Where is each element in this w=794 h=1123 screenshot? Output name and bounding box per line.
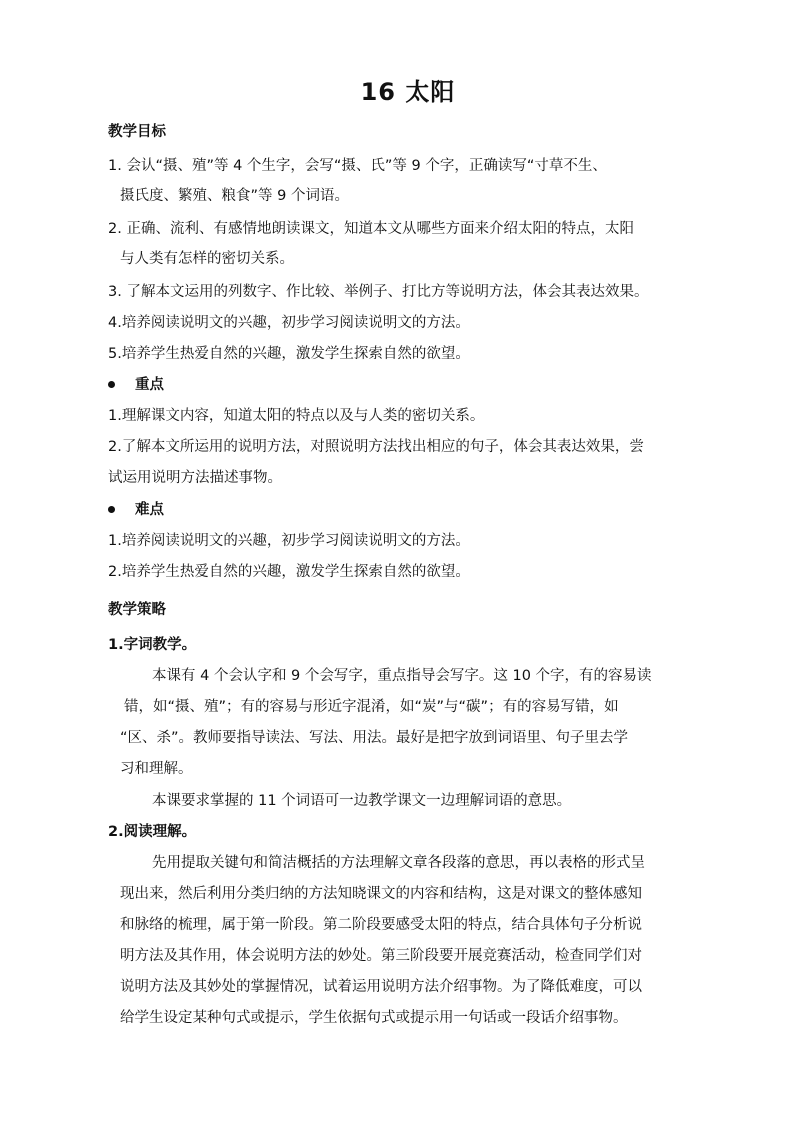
- strategy-section2-line2: 现出来，然后利用分类归纳的方法知晓课文的内容和结构，这是对课文的整体感知: [120, 886, 642, 902]
- goal-item-3: 3. 了解本文运用的列数字、作比较、举例子、打比方等说明方法，体会其表达效果。: [108, 284, 649, 300]
- strategy-section2-heading: 2.阅读理解。: [108, 824, 197, 840]
- key-point-2-line2: 试运用说明方法描述事物。: [108, 470, 282, 486]
- goal-item-5: 5.培养学生热爱自然的兴趣，激发学生探索自然的欲望。: [108, 346, 470, 362]
- goal-item-2-line1: 2. 正确、流利、有感情地朗读课文，知道本文从哪些方面来介绍太阳的特点，太阳: [108, 221, 634, 237]
- key-point-2-line1: 2.了解本文所运用的说明方法，对照说明方法找出相应的句子，体会其表达效果，尝: [108, 439, 644, 455]
- key-points-heading: 重点: [135, 377, 164, 393]
- strategy-section1-para1-line2: 错，如“摄、殖”；有的容易与形近字混淆，如“炭”与“碳”；有的容易写错，如: [124, 699, 619, 715]
- strategy-section2-line6: 给学生设定某种句式或提示，学生依据句式或提示用一句话或一段话介绍事物。: [120, 1010, 628, 1026]
- difficulty-1: 1.培养阅读说明文的兴趣，初步学习阅读说明文的方法。: [108, 533, 470, 549]
- difficulties-heading-row: [108, 500, 164, 520]
- key-point-1: 1.理解课文内容，知道太阳的特点以及与人类的密切关系。: [108, 408, 485, 424]
- strategy-section2-line1: 先用提取关键句和简洁概括的方法理解文章各段落的意思，再以表格的形式呈: [152, 855, 645, 871]
- strategy-section1-heading: 1.字词教学。: [108, 637, 197, 653]
- goal-item-2-line2: 与人类有怎样的密切关系。: [120, 251, 294, 267]
- difficulty-2: 2.培养学生热爱自然的兴趣，激发学生探索自然的欲望。: [108, 564, 470, 580]
- goals-heading: 教学目标: [108, 124, 166, 140]
- goal-item-1-line1: 1. 会认“摄、殖”等 4 个生字，会写“摄、氏”等 9 个字，正确读写“寸草不生、: [108, 158, 607, 174]
- strategy-section1-para2: 本课要求掌握的 11 个词语可一边教学课文一边理解词语的意思。: [152, 793, 572, 809]
- strategy-section1-para1-line3: “区、杀”。教师要指导读法、写法、用法。最好是把字放到词语里、句子里去学: [120, 730, 629, 746]
- page-title: 16 太阳: [360, 78, 456, 106]
- strategy-section1-para1-line4: 习和理解。: [120, 761, 193, 777]
- bullet-icon: [108, 381, 115, 388]
- goal-item-1-line2: 摄氏度、繁殖、粮食”等 9 个词语。: [120, 188, 349, 204]
- difficulties-heading: 难点: [135, 502, 164, 518]
- goal-item-4: 4.培养阅读说明文的兴趣，初步学习阅读说明文的方法。: [108, 315, 470, 331]
- bullet-icon: [108, 506, 115, 513]
- strategy-section2-line4: 明方法及其作用，体会说明方法的妙处。第三阶段要开展竞赛活动，检查同学们对: [120, 948, 642, 964]
- key-points-heading-row: [108, 375, 164, 395]
- strategy-section2-line3: 和脉络的梳理，属于第一阶段。第二阶段要感受太阳的特点，结合具体句子分析说: [120, 917, 642, 933]
- strategy-section2-line5: 说明方法及其妙处的掌握情况，试着运用说明方法介绍事物。为了降低难度，可以: [120, 979, 642, 995]
- strategy-heading: 教学策略: [108, 602, 166, 618]
- strategy-section1-para1-line1: 本课有 4 个会认字和 9 个会写字，重点指导会写字。这 10 个字，有的容易读: [152, 668, 652, 684]
